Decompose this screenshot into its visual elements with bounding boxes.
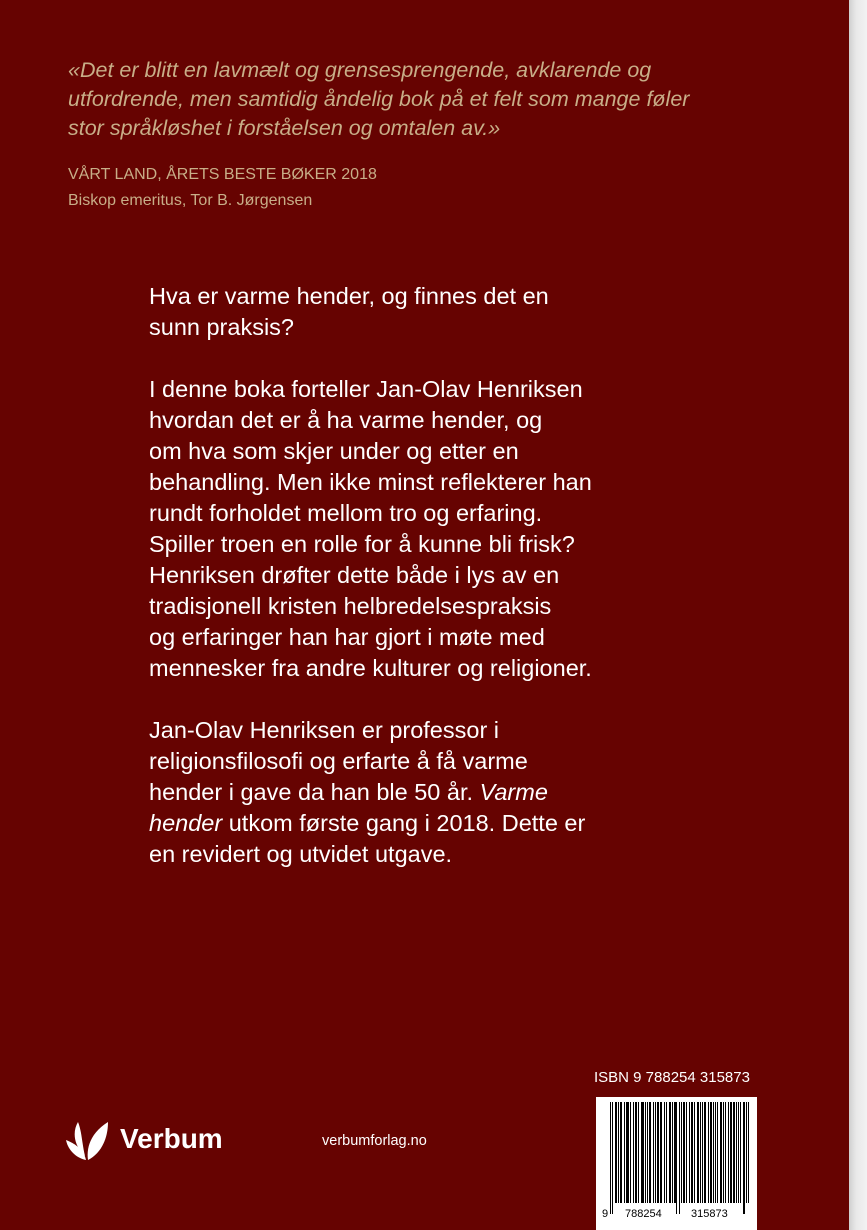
author-bio-text: Jan-Olav Henriksen er professor i religionsfilosofi og erfarte å få varme hender i gave da han ble 50 år. — [149, 717, 528, 805]
barcode-bar — [711, 1102, 712, 1203]
barcode-bar — [636, 1102, 637, 1203]
barcode-bar — [691, 1102, 692, 1203]
quote-source — [68, 162, 768, 214]
barcode-bar — [689, 1102, 690, 1203]
barcode-bar — [676, 1102, 677, 1214]
barcode-bar — [658, 1102, 659, 1203]
barcode-bar — [720, 1102, 721, 1203]
barcode-bar — [635, 1102, 636, 1203]
barcode-bar — [653, 1102, 654, 1203]
quote-source-publication: VÅRT LAND, ÅRETS BESTE BØKER 2018 — [68, 166, 377, 183]
author-bio-text: utkom første gang i 2018. Dette er en revidert og utvidet utgave. — [149, 810, 586, 867]
barcode-bar — [683, 1102, 684, 1203]
barcode-bar — [681, 1102, 682, 1203]
leaf-icon — [64, 1116, 110, 1162]
author-bio — [149, 715, 749, 870]
barcode-bar — [702, 1102, 703, 1203]
barcode-bar — [697, 1102, 698, 1203]
quote-source-author: Biskop emeritus, Tor B. Jørgensen — [68, 192, 313, 209]
barcode-bar — [672, 1102, 673, 1203]
barcode-bar — [715, 1102, 716, 1203]
barcode-bar — [692, 1102, 693, 1203]
barcode-bar — [610, 1102, 611, 1214]
barcode-bar — [643, 1102, 644, 1203]
barcode-bar — [661, 1102, 662, 1203]
isbn-label: ISBN 9 788254 315873 — [594, 1069, 750, 1086]
barcode-bar — [638, 1102, 639, 1203]
barcode-bar — [616, 1102, 617, 1203]
barcode-bar — [664, 1102, 665, 1203]
barcode-bar — [733, 1102, 734, 1203]
barcode-bar — [630, 1102, 631, 1203]
barcode-bar — [713, 1102, 714, 1203]
barcode-bar — [744, 1102, 745, 1214]
quote-line: utfordrende, men samtidig åndelig bok på et felt som mange føler — [68, 87, 690, 111]
barcode-bar — [746, 1102, 747, 1203]
publisher-name: Verbum — [120, 1123, 223, 1154]
book-title-italic: Varme — [479, 779, 548, 805]
isbn-barcode — [596, 1097, 757, 1230]
barcode-bar — [694, 1102, 695, 1203]
barcode-bar — [698, 1102, 699, 1203]
book-description — [149, 281, 749, 901]
barcode-bar — [738, 1102, 739, 1203]
barcode-bar — [740, 1102, 741, 1203]
publisher-url: verbumforlag.no — [322, 1133, 427, 1149]
barcode-bar — [642, 1102, 643, 1203]
description-intro: Hva er varme hender, og finnes det en sunn praksis? — [149, 283, 549, 340]
barcode-bar — [633, 1102, 634, 1203]
barcode-bar — [647, 1102, 648, 1203]
barcode-bar — [628, 1102, 629, 1203]
barcode-bar — [679, 1102, 680, 1214]
barcode-bar — [700, 1102, 701, 1203]
barcode-bar — [728, 1102, 729, 1203]
barcode-bar — [620, 1102, 621, 1203]
quote-line: «Det er blitt en lavmælt og grensesprengende, avklarende og — [68, 58, 652, 82]
barcode-bar — [748, 1102, 749, 1203]
quote-line: stor språkløshet i forståelsen og omtalen av.» — [68, 116, 501, 140]
barcode-bar — [612, 1102, 613, 1214]
barcode-bar — [736, 1102, 737, 1203]
barcode-digits-right: 315873 — [691, 1208, 728, 1220]
barcode-bar — [734, 1102, 735, 1203]
barcode-bar — [743, 1102, 744, 1214]
barcode-bar — [641, 1102, 642, 1203]
barcode-bar — [666, 1102, 667, 1203]
barcode-bar — [624, 1102, 625, 1203]
barcode-bar — [721, 1102, 722, 1203]
barcode-bar — [627, 1102, 628, 1203]
barcode-bar — [657, 1102, 658, 1203]
barcode-bar — [708, 1102, 709, 1203]
barcode-digits-left: 788254 — [625, 1208, 662, 1220]
barcode-bar — [686, 1102, 687, 1203]
barcode-bar — [730, 1102, 731, 1203]
barcode-bar — [717, 1102, 718, 1203]
barcode-bar — [618, 1102, 619, 1203]
barcode-bar — [615, 1102, 616, 1203]
barcode-bar — [705, 1102, 706, 1203]
barcode-bar — [650, 1102, 651, 1203]
review-quote — [68, 56, 788, 143]
barcode-bar — [621, 1102, 622, 1203]
barcode-bar — [660, 1102, 661, 1203]
barcode-bar — [669, 1102, 670, 1203]
barcode-bar — [626, 1102, 627, 1203]
barcode-bar — [675, 1102, 676, 1203]
barcode-bar — [684, 1102, 685, 1203]
barcode-bar — [649, 1102, 650, 1203]
description-body: I denne boka forteller Jan-Olav Henriksen hvordan det er å ha varme hender, og om hva som skjer under og etter en behandling. Men ikke minst reflekterer han rundt forholdet mellom tro og erfaring. Spiller troen en rolle for å kunne bli frisk? Henriksen drøfter dette både i lys av en tradisjonell kristen helbredelsespraksis og erfaringer han har gjort i møte med mennesker fra andre kulturer og religioner. — [149, 376, 592, 681]
barcode-bar — [725, 1102, 726, 1203]
page-edge — [849, 0, 867, 1230]
barcode-bar — [674, 1102, 675, 1203]
publisher-logo — [64, 1116, 223, 1162]
barcode-digit-first: 9 — [602, 1208, 609, 1220]
barcode-bar — [704, 1102, 705, 1203]
barcode-bar — [645, 1102, 646, 1203]
barcode-bar — [723, 1102, 724, 1203]
barcode-bar — [731, 1102, 732, 1203]
barcode-bar — [670, 1102, 671, 1203]
book-title-italic: hender — [149, 810, 223, 836]
barcode-bar — [655, 1102, 656, 1203]
barcode-bar — [710, 1102, 711, 1203]
